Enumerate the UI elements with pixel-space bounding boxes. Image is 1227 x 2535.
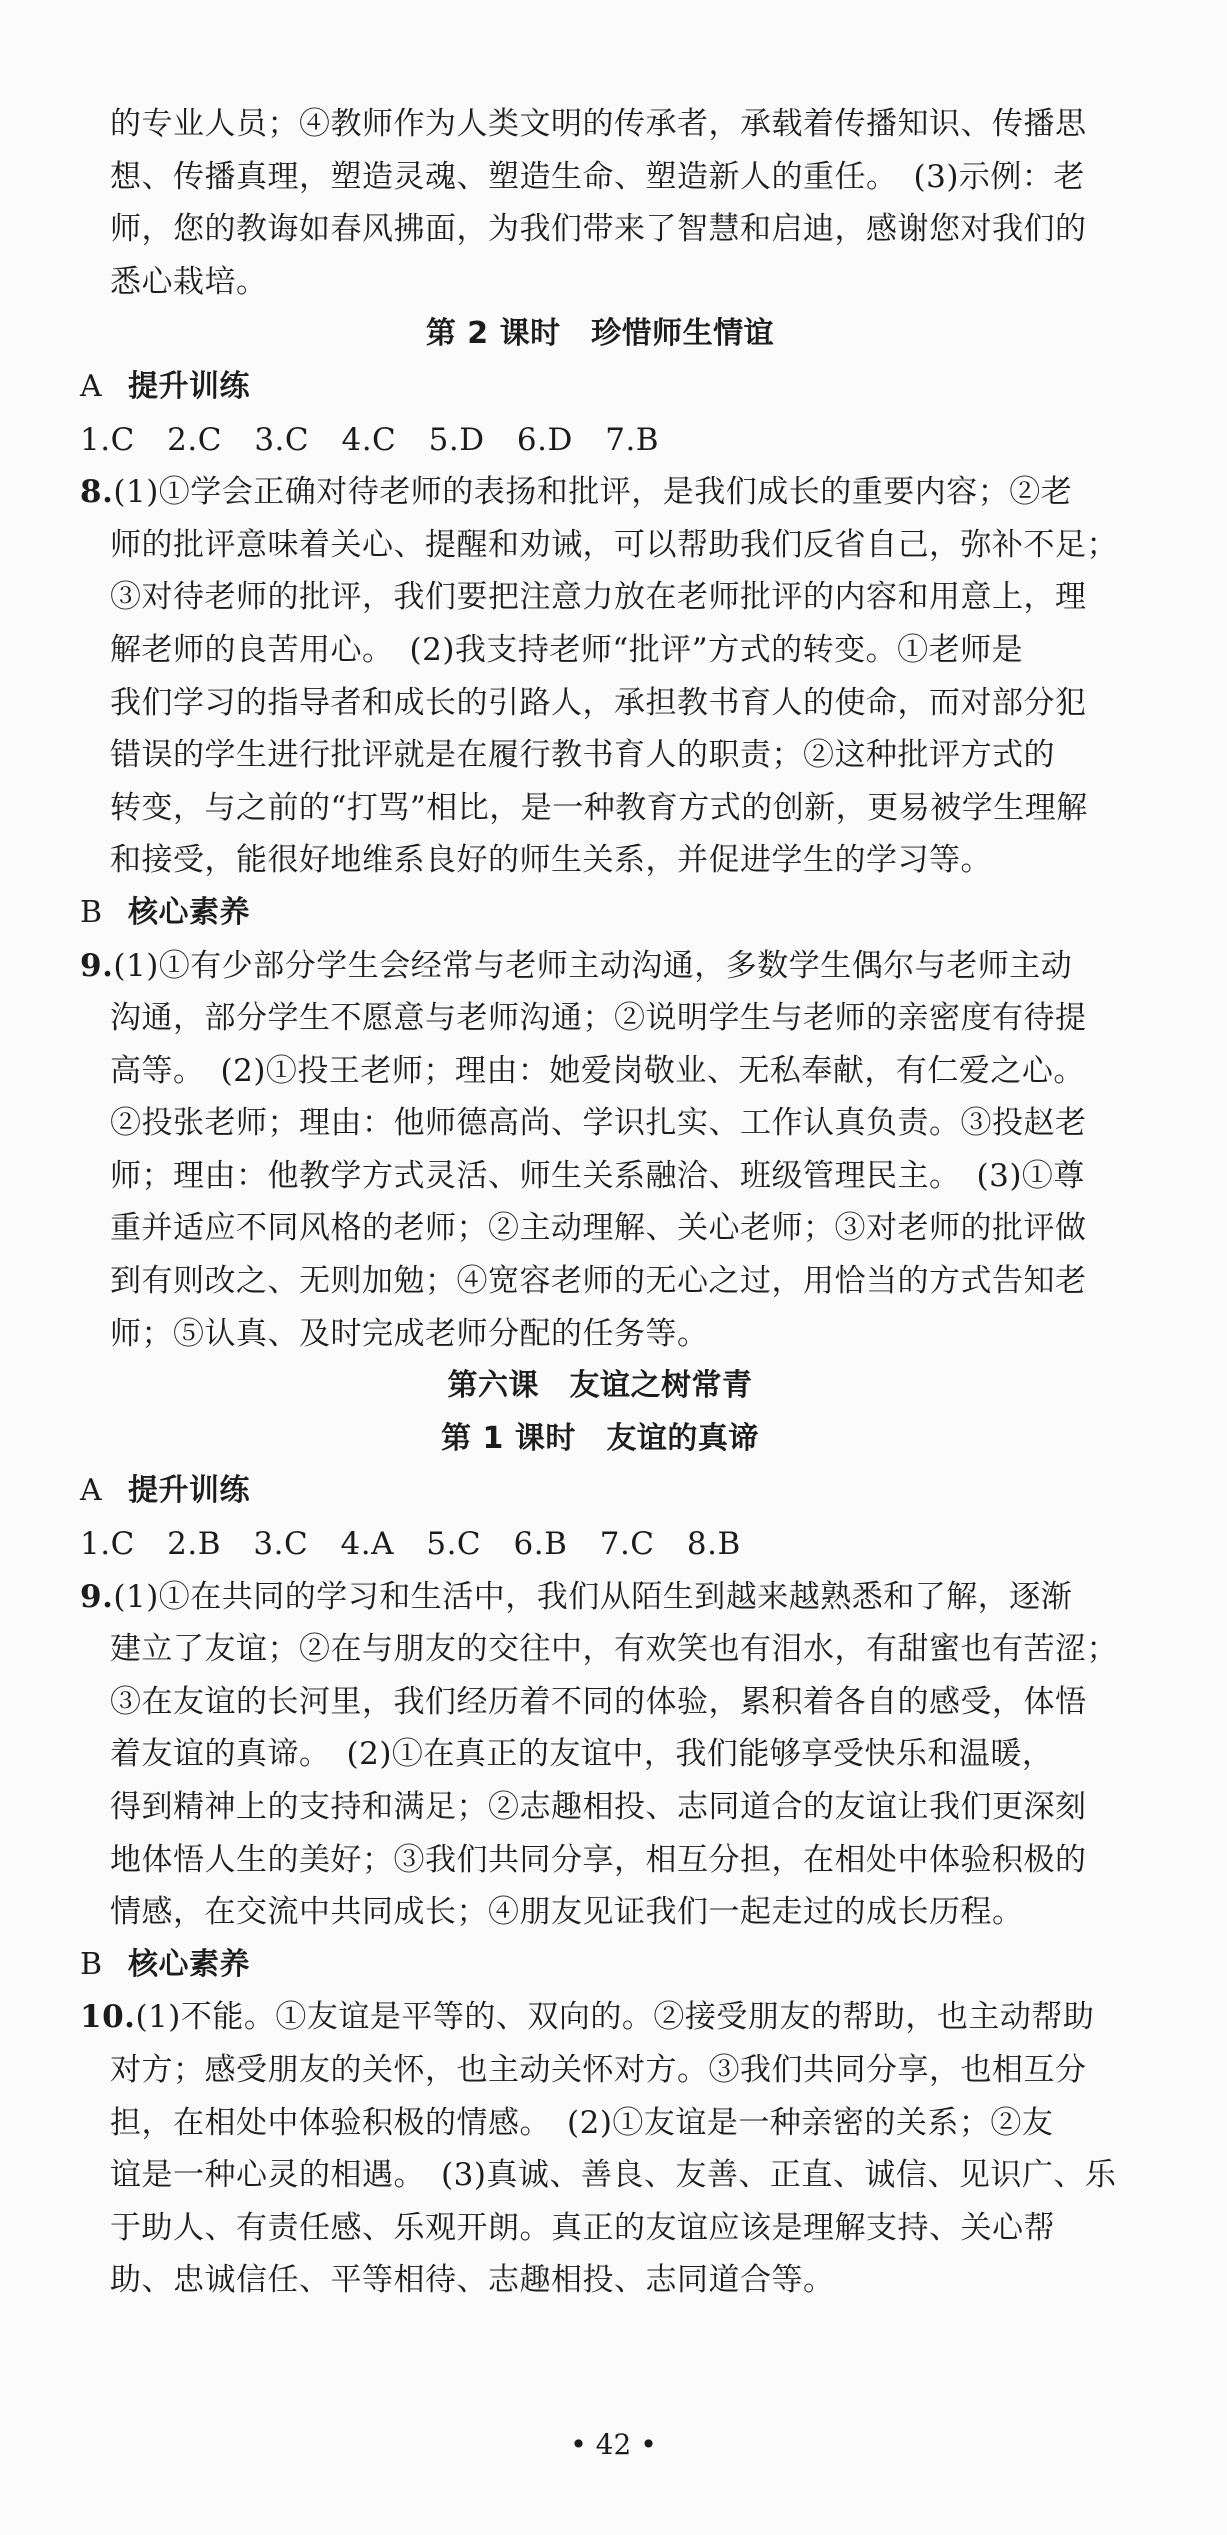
text-line: 重并适应不同风格的老师；②主动理解、关心老师；③对老师的批评做 xyxy=(110,1210,1087,1247)
section-title: 提升训练 xyxy=(128,368,250,404)
text-line: 转变，与之前的“打骂”相比，是一种教育方式的创新，更易被学生理解 xyxy=(110,789,1088,826)
text-line: 助、忠诚信任、平等相待、志趣相投、志同道合等。 xyxy=(110,2262,835,2299)
text-line: 对方；感受朋友的关怀，也主动关怀对方。③我们共同分享，也相互分 xyxy=(110,2051,1087,2088)
text-line: 师；⑤认真、及时完成老师分配的任务等。 xyxy=(110,1315,709,1352)
text-line: 情感，在交流中共同成长；④朋友见证我们一起走过的成长历程。 xyxy=(110,1894,1024,1931)
text-line: 高等。 (2)①投王老师；理由：她爱岗敬业、无私奉献，有仁爱之心。 xyxy=(110,1052,1085,1089)
lesson-heading: 第 1 课时 友谊的真谛 xyxy=(441,1420,759,1456)
text-line: 着友谊的真谛。 (2)①在真正的友谊中，我们能够享受快乐和温暖， xyxy=(110,1736,1054,1773)
text-line: 想、传播真理，塑造灵魂、塑造生命、塑造新人的重任。 (3)示例：老 xyxy=(110,158,1085,195)
mc-answer: 4.A xyxy=(340,1526,394,1563)
section-letter: B xyxy=(80,894,103,930)
section-title: 核心素养 xyxy=(128,1946,250,1982)
mc-answer: 2.B xyxy=(167,1526,222,1563)
mc-answer: 6.D xyxy=(516,421,573,458)
section-letter: A xyxy=(80,1473,103,1509)
question-8-answer xyxy=(80,466,1120,887)
answer-text: (1)不能。①友谊是平等的、双向的。②接受朋友的帮助，也主动帮助 xyxy=(135,1999,1095,2036)
text-line xyxy=(80,1571,1120,1624)
mc-answer: 3.C xyxy=(253,1526,309,1563)
text-line: ③在友谊的长河里，我们经历着不同的体验，累积着各自的感受，体悟 xyxy=(110,1683,1087,1720)
section-title: 提升训练 xyxy=(128,1473,250,1509)
section-b-heading xyxy=(80,1939,1120,1992)
answer-text: (1)①有少部分学生会经常与老师主动沟通，多数学生偶尔与老师主动 xyxy=(113,947,1073,984)
intro-paragraph xyxy=(80,98,1120,308)
question-number: 9. xyxy=(80,1578,114,1615)
question-9-answer xyxy=(80,1571,1120,1939)
mc-answer: 8.B xyxy=(686,1526,741,1563)
mc-answer: 5.C xyxy=(426,1526,482,1563)
mc-answer: 1.C xyxy=(80,1526,135,1563)
question-9-answer xyxy=(80,940,1120,1361)
text-line xyxy=(80,466,1120,519)
multiple-choice-answers xyxy=(80,1518,1120,1571)
section-a-heading xyxy=(80,361,1120,414)
mc-answer: 3.C xyxy=(254,421,310,458)
text-line: 和接受，能很好地维系良好的师生关系，并促进学生的学习等。 xyxy=(110,842,992,879)
page-number: • 42 • xyxy=(570,2428,657,2461)
text-line: 谊是一种心灵的相遇。 (3)真诚、善良、友善、正直、诚信、见识广、乐 xyxy=(110,2157,1117,2194)
lesson-heading: 第 2 课时 珍惜师生情谊 xyxy=(425,316,775,352)
text-line: ③对待老师的批评，我们要把注意力放在老师批评的内容和用意上，理 xyxy=(110,579,1087,616)
text-line: 悉心栽培。 xyxy=(110,263,268,300)
answer-text: (1)①在共同的学习和生活中，我们从陌生到越来越熟悉和了解，逐渐 xyxy=(113,1578,1073,1615)
text-line: 地体悟人生的美好；③我们共同分享，相互分担，在相处中体验积极的 xyxy=(110,1841,1087,1878)
text-line: 沟通，部分学生不愿意与老师沟通；②说明学生与老师的亲密度有待提 xyxy=(110,1000,1087,1037)
text-line xyxy=(80,940,1120,993)
text-line: 师，您的教诲如春风拂面，为我们带来了智慧和启迪，感谢您对我们的 xyxy=(110,211,1087,248)
section-b-heading xyxy=(80,887,1120,940)
text-line: 于助人、有责任感、乐观开朗。真正的友谊应该是理解支持、关心帮 xyxy=(110,2209,1055,2246)
text-line: 师；理由：他教学方式灵活、师生关系融洽、班级管理民主。 (3)①尊 xyxy=(110,1157,1085,1194)
text-line: 我们学习的指导者和成长的引路人，承担教书育人的使命，而对部分犯 xyxy=(110,684,1087,721)
multiple-choice-answers xyxy=(80,414,1120,467)
section-title: 核心素养 xyxy=(128,894,250,930)
question-number: 8. xyxy=(80,474,114,511)
mc-answer: 7.C xyxy=(599,1526,655,1563)
section-letter: B xyxy=(80,1946,103,1982)
section-letter: A xyxy=(80,368,103,404)
mc-answer: 7.B xyxy=(605,421,660,458)
mc-answer: 2.C xyxy=(167,421,222,458)
question-number: 10. xyxy=(80,1999,136,2036)
text-line: 到有则改之、无则加勉；④宽容老师的无心之过，用恰当的方式告知老 xyxy=(110,1263,1087,1300)
answer-text: (1)①学会正确对待老师的表扬和批评，是我们成长的重要内容；②老 xyxy=(113,474,1073,511)
text-line: 建立了友谊；②在与朋友的交往中，有欢笑也有泪水，有甜蜜也有苦涩； xyxy=(110,1631,1118,1668)
text-line: 担，在相处中体验积极的情感。 (2)①友谊是一种亲密的关系；②友 xyxy=(110,2104,1054,2141)
answer-content xyxy=(80,98,1120,2307)
unit-heading: 第六课 友谊之树常青 xyxy=(447,1368,753,1404)
question-10-answer xyxy=(80,1991,1120,2307)
question-number: 9. xyxy=(80,947,114,984)
mc-answer: 6.B xyxy=(513,1526,568,1563)
text-line: 的专业人员；④教师作为人类文明的传承者，承载着传播知识、传播思 xyxy=(110,106,1087,142)
text-line: ②投张老师；理由：他师德高尚、学识扎实、工作认真负责。③投赵老 xyxy=(110,1105,1087,1142)
text-line: 错误的学生进行批评就是在履行教书育人的职责；②这种批评方式的 xyxy=(110,737,1055,774)
text-line: 得到精神上的支持和满足；②志趣相投、志同道合的友谊让我们更深刻 xyxy=(110,1789,1087,1825)
text-line: 师的批评意味着关心、提醒和劝诫，可以帮助我们反省自己，弥补不足； xyxy=(110,526,1118,563)
section-a-heading xyxy=(80,1465,1120,1518)
mc-answer: 5.D xyxy=(428,421,485,458)
text-line xyxy=(80,1991,1120,2044)
mc-answer: 1.C xyxy=(80,421,135,458)
mc-answer: 4.C xyxy=(341,421,397,458)
text-line: 解老师的良苦用心。 (2)我支持老师“批评”方式的转变。①老师是 xyxy=(110,631,1024,668)
